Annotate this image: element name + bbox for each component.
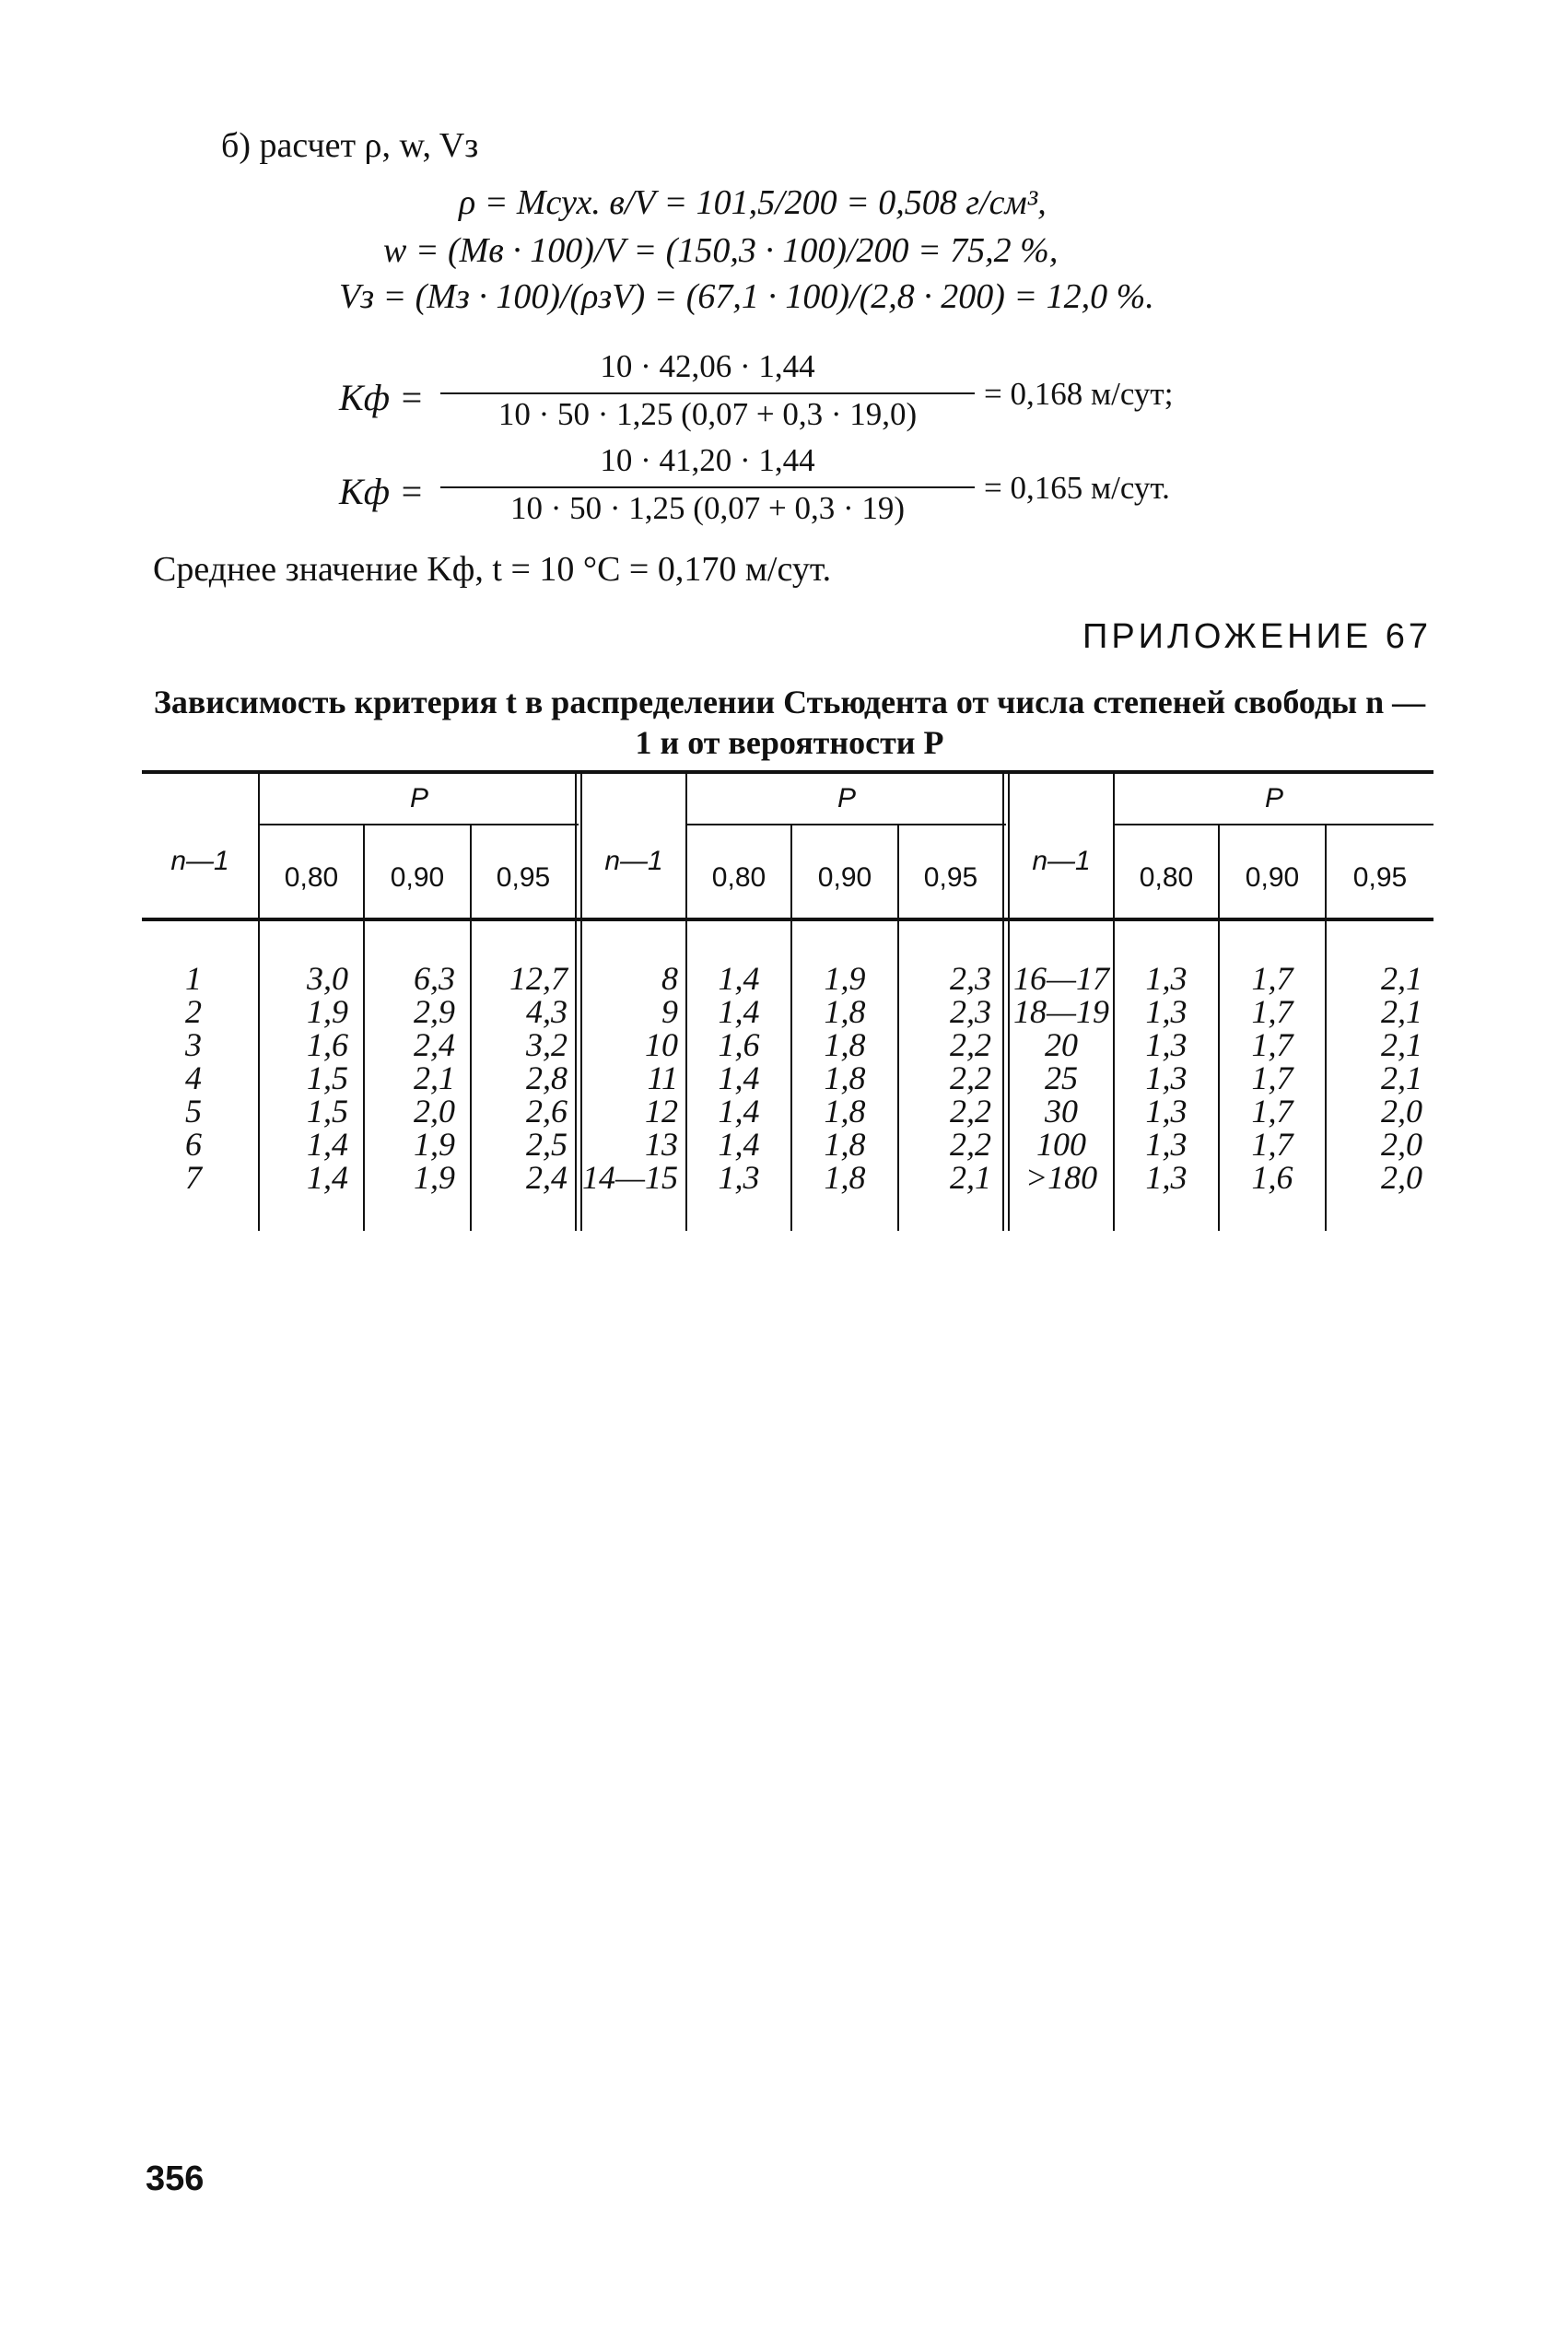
- kf-result: = 0,168 м/сут;: [984, 376, 1174, 412]
- prob-header: 0,95: [923, 862, 978, 893]
- kf-denominator: 10 · 50 · 1,25 (0,07 + 0,3 · 19): [509, 490, 905, 526]
- equation-volume: Vз = (Mз · 100)/(ρзV) = (67,1 · 100)/(2,8 · 200) = 12,0 %.: [339, 277, 1154, 316]
- p090-column: [365, 962, 455, 1194]
- table-cell: 6,3: [414, 960, 455, 997]
- table-cell: 1,3: [1145, 1159, 1188, 1196]
- table-cell: 2,1: [1381, 960, 1422, 997]
- table-cell: 1,3: [1145, 1126, 1188, 1163]
- table-cell: 5: [185, 1093, 202, 1129]
- p080-column: [687, 962, 790, 1194]
- table-cell: 1,6: [307, 1026, 348, 1063]
- table-cell: 1,6: [718, 1026, 760, 1063]
- table-cell: 1,7: [1251, 1093, 1293, 1129]
- table-cell: 12,7: [509, 960, 568, 997]
- p-header: P: [837, 783, 856, 813]
- kf-numerator: 10 · 41,20 · 1,44: [600, 442, 815, 478]
- table-cell: 2,3: [950, 960, 991, 997]
- table-cell: 1,8: [824, 1093, 866, 1129]
- mean-value-text: Среднее значение Kф, t = 10 °C = 0,170 м/сут.: [153, 550, 832, 589]
- equation-moisture: w = (Mв · 100)/V = (150,3 · 100)/200 = 75,2 %,: [383, 231, 1059, 270]
- kf-lhs: Kф =: [339, 471, 425, 512]
- student-t-table: [142, 770, 1433, 1231]
- table-cell: 1,4: [718, 960, 760, 997]
- table-cell: 9: [661, 993, 678, 1030]
- table-cell: 2,0: [1381, 1093, 1422, 1129]
- table-cell: 1,7: [1251, 960, 1293, 997]
- table-cell: 14—15: [582, 1159, 679, 1196]
- table-cell: 3,2: [526, 1026, 568, 1063]
- kf-lhs: Kф =: [339, 377, 425, 418]
- p090-column: [1220, 962, 1325, 1194]
- table-cell: 1,3: [1145, 1026, 1188, 1063]
- table-cell: 2,1: [1381, 1059, 1422, 1096]
- table-cell: 6: [185, 1126, 202, 1163]
- kf-result: = 0,165 м/сут.: [984, 470, 1170, 506]
- table-cell: 20: [1045, 1026, 1078, 1063]
- p-group-rule-2: [687, 824, 1006, 825]
- table-cell: 1,3: [1145, 993, 1188, 1030]
- table-cell: 1,7: [1251, 1026, 1293, 1063]
- table-cell: 1,3: [718, 1159, 760, 1196]
- table-cell: 1,9: [414, 1159, 455, 1196]
- table-cell: 2,1: [1381, 993, 1422, 1030]
- table-cell: 8: [661, 960, 678, 997]
- n-column: [1010, 962, 1113, 1194]
- kf-denominator: 10 · 50 · 1,25 (0,07 + 0,3 · 19,0): [497, 396, 918, 432]
- kf-numerator: 10 · 42,06 · 1,44: [600, 348, 815, 384]
- table-cell: 2,0: [1381, 1159, 1422, 1196]
- table-cell: 2,2: [950, 1093, 991, 1129]
- prob-header: 0,90: [1245, 862, 1300, 893]
- fraction-bar: [440, 486, 975, 488]
- prob-header: 0,90: [817, 862, 872, 893]
- table-cell: 1,5: [307, 1093, 348, 1129]
- p090-column: [792, 962, 897, 1194]
- prob-header: 0,95: [1352, 862, 1408, 893]
- table-cell: 1,3: [1145, 1059, 1188, 1096]
- prob-header: 0,80: [711, 862, 766, 893]
- appendix-heading: ПРИЛОЖЕНИЕ 67: [1082, 617, 1432, 656]
- table-top-rule: [142, 770, 1433, 774]
- table-cell: 2,8: [526, 1059, 568, 1096]
- calc-title: б) расчет ρ, w, Vз: [221, 126, 479, 165]
- table-cell: 1,5: [307, 1059, 348, 1096]
- n-column: [142, 962, 245, 1194]
- p095-column: [899, 962, 991, 1194]
- table-cell: 1,9: [824, 960, 866, 997]
- table-cell: 25: [1045, 1059, 1078, 1096]
- table-cell: 10: [645, 1026, 678, 1063]
- table-cell: 16—17: [1012, 960, 1109, 997]
- table-cell: 1: [185, 960, 202, 997]
- table-cell: 18—19: [1012, 993, 1109, 1030]
- p095-column: [1327, 962, 1422, 1194]
- table-cell: 2,2: [950, 1059, 991, 1096]
- page-number: 356: [146, 2159, 205, 2198]
- table-cell: 1,4: [718, 1126, 760, 1163]
- fraction-bar: [440, 392, 975, 394]
- kf-formula-1: [339, 348, 1260, 440]
- prob-header: 0,80: [284, 862, 339, 893]
- table-cell: 1,7: [1251, 993, 1293, 1030]
- prob-header: 0,90: [390, 862, 445, 893]
- table-cell: 2,4: [414, 1026, 455, 1063]
- n-header: n—1: [170, 846, 229, 876]
- table-cell: 1,4: [718, 1059, 760, 1096]
- table-cell: 2,1: [950, 1159, 991, 1196]
- n-header: n—1: [604, 846, 663, 876]
- table-caption: Зависимость критерия t в распределении Стьюдента от числа степеней свободы n — 1 и от вероятности P: [153, 684, 1426, 761]
- table-cell: 4: [185, 1059, 202, 1096]
- table-cell: 1,8: [824, 1026, 866, 1063]
- p080-column: [260, 962, 348, 1194]
- table-cell: 13: [645, 1126, 678, 1163]
- table-cell: 4,3: [526, 993, 568, 1030]
- table-cell: 1,4: [307, 1126, 348, 1163]
- table-cell: 1,3: [1145, 1093, 1188, 1129]
- col-rule: [1002, 770, 1004, 1231]
- table-cell: 2,0: [1381, 1126, 1422, 1163]
- table-cell: 2,2: [950, 1126, 991, 1163]
- table-cell: 2,4: [526, 1159, 568, 1196]
- table-cell: 1,6: [1251, 1159, 1293, 1196]
- table-cell: 7: [185, 1159, 202, 1196]
- table-cell: 1,7: [1251, 1126, 1293, 1163]
- n-column: [582, 962, 678, 1194]
- table-cell: 1,7: [1251, 1059, 1293, 1096]
- p-header: P: [1264, 783, 1283, 813]
- equation-density: ρ = Mсух. в/V = 101,5/200 = 0,508 г/см³,: [459, 183, 1047, 222]
- prob-header: 0,80: [1139, 862, 1194, 893]
- table-cell: 2,1: [414, 1059, 455, 1096]
- table-cell: 2,1: [1381, 1026, 1422, 1063]
- table-cell: 1,9: [307, 993, 348, 1030]
- table-cell: 2: [185, 993, 202, 1030]
- table-cell: 2,6: [526, 1093, 568, 1129]
- prob-header: 0,95: [496, 862, 551, 893]
- col-rule: [575, 770, 577, 1231]
- table-cell: >180: [1024, 1159, 1098, 1196]
- table-cell: 2,5: [526, 1126, 568, 1163]
- p-group-rule-1: [260, 824, 579, 825]
- table-cell: 1,8: [824, 1126, 866, 1163]
- kf-formula-2: [339, 442, 1260, 534]
- table-cell: 1,8: [824, 993, 866, 1030]
- table-cell: 3: [185, 1026, 202, 1063]
- p-group-rule-3: [1115, 824, 1433, 825]
- table-cell: 12: [645, 1093, 678, 1129]
- n-header: n—1: [1032, 846, 1091, 876]
- table-cell: 1,9: [414, 1126, 455, 1163]
- table-cell: 1,3: [1145, 960, 1188, 997]
- p080-column: [1115, 962, 1218, 1194]
- table-cell: 11: [647, 1059, 678, 1096]
- table-cell: 1,4: [718, 993, 760, 1030]
- table-cell: 2,9: [414, 993, 455, 1030]
- p-header: P: [409, 783, 428, 813]
- table-cell: 30: [1045, 1093, 1078, 1129]
- table-cell: 1,4: [307, 1159, 348, 1196]
- table-cell: 3,0: [307, 960, 348, 997]
- p095-column: [472, 962, 568, 1194]
- table-cell: 1,4: [718, 1093, 760, 1129]
- table-header-rule: [142, 918, 1433, 921]
- table-cell: 1,8: [824, 1059, 866, 1096]
- table-cell: 100: [1036, 1126, 1086, 1163]
- table-cell: 1,8: [824, 1159, 866, 1196]
- table-cell: 2,2: [950, 1026, 991, 1063]
- table-cell: 2,3: [950, 993, 991, 1030]
- table-cell: 2,0: [414, 1093, 455, 1129]
